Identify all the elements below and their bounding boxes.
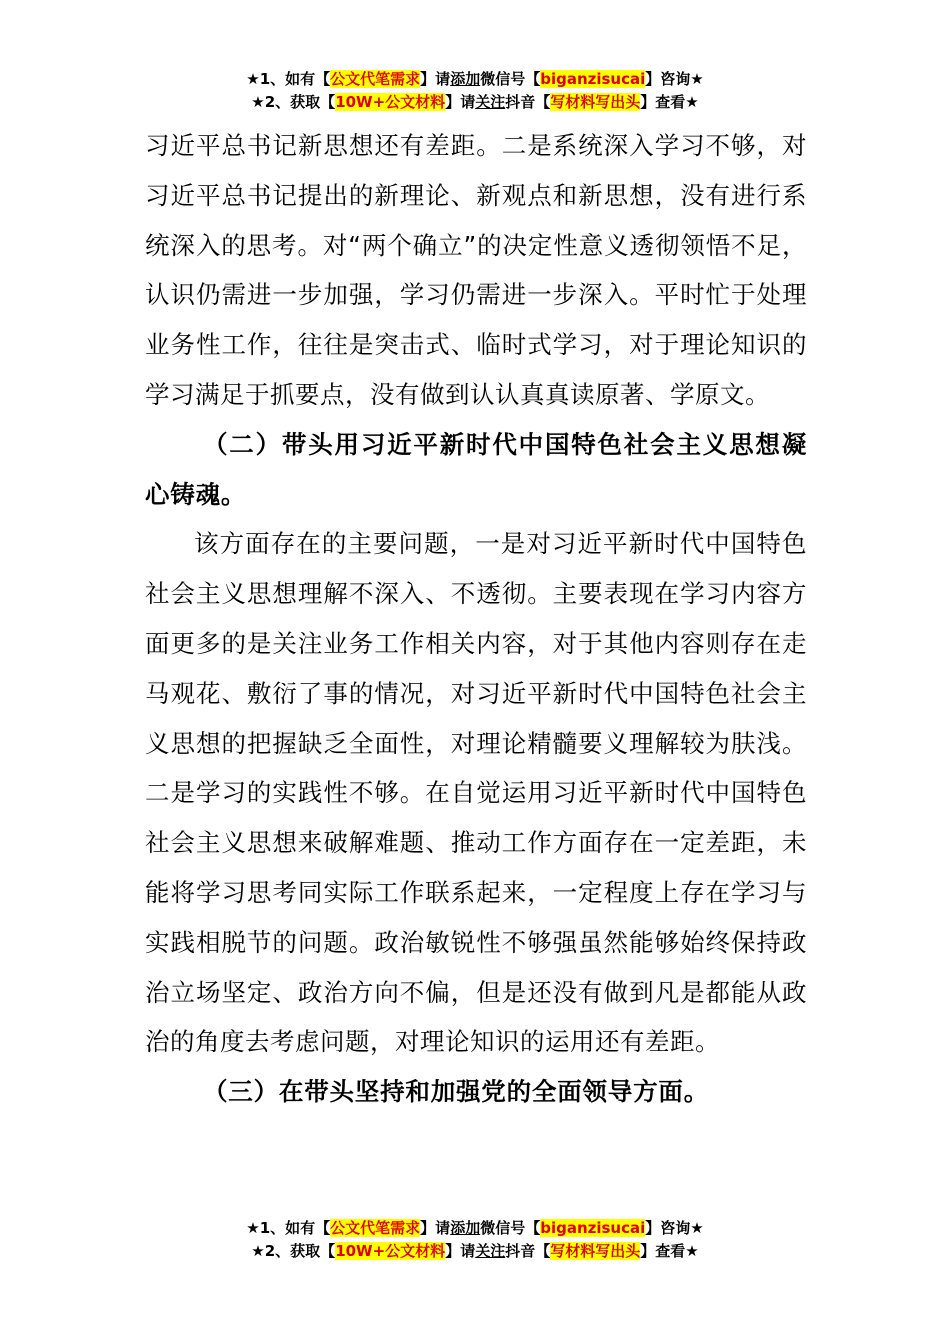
- section-heading-2: （二）带头用习近平新时代中国特色社会主义思想凝心铸魂。: [145, 429, 807, 509]
- banner-line-2: ★2、获取【10W+公文材料】请关注抖音【写材料写出头】查看★: [251, 1242, 699, 1260]
- banner-line-1: ★1、如有【公文代笔需求】请添加微信号【biganzisucai】咨询★: [246, 70, 704, 88]
- footer-banner: [0, 1217, 950, 1263]
- banner-line-1: ★1、如有【公文代笔需求】请添加微信号【biganzisucai】咨询★: [246, 1219, 704, 1237]
- highlight-materials: 10W+公文材料: [335, 1242, 446, 1260]
- highlight-service: 公文代笔需求: [330, 70, 421, 88]
- paragraph-section-2: 该方面存在的主要问题，一是对习近平新时代中国特色社会主义思想理解不深入、不透彻。主要表现在学习内容方面更多的是关注业务工作相关内容，对于其他内容则存在走马观花、敷衍了事的情况，对习近平新时代中国特色社会主义思想的把握缺乏全面性，对理论精髓要义理解较为肤浅。二是学习的实践性不够。在自觉运用习近平新时代中国特色社会主义思想来破解难题、推动工作方面存在一定差距，未能将学习思考同实际工作联系起来，一定程度上存在学习与实践相脱节的问题。政治敏锐性不够强虽然能够始终保持政治立场坚定、政治方向不偏，但是还没有做到凡是都能从政治的角度去考虑问题，对理论知识的运用还有差距。: [145, 529, 807, 1057]
- document-body: [145, 121, 807, 1117]
- highlight-materials: 10W+公文材料: [335, 93, 446, 111]
- highlight-wechat-id: biganzisucai: [540, 70, 646, 88]
- banner-line-2: ★2、获取【10W+公文材料】请关注抖音【写材料写出头】查看★: [251, 93, 699, 111]
- highlight-douyin: 写材料写出头: [550, 93, 641, 111]
- highlight-wechat-id: biganzisucai: [540, 1219, 646, 1237]
- header-banner: [0, 68, 950, 114]
- paragraph-continued: 习近平总书记新思想还有差距。二是系统深入学习不够，对习近平总书记提出的新理论、新观点和新思想，没有进行系统深入的思考。对“两个确立”的决定性意义透彻领悟不足，认识仍需进一步加强，学习仍需进一步深入。平时忙于处理业务性工作，往往是突击式、临时式学习，对于理论知识的学习满足于抓要点，没有做到认认真真读原著、学原文。: [145, 131, 807, 409]
- section-heading-3: （三）在带头坚持和加强党的全面领导方面。: [203, 1077, 709, 1107]
- highlight-douyin: 写材料写出头: [550, 1242, 641, 1260]
- highlight-service: 公文代笔需求: [330, 1219, 421, 1237]
